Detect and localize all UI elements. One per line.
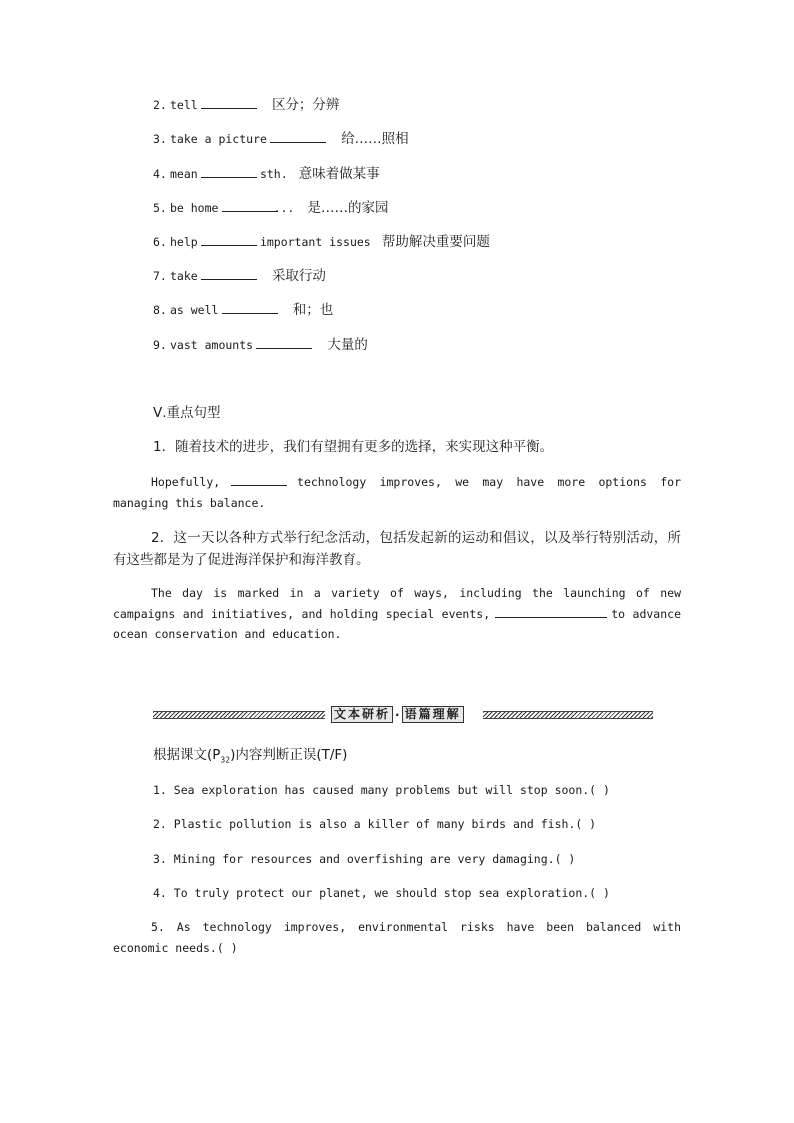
vocab-phrase-tail: ...: [273, 201, 295, 215]
vocab-item-6: [153, 232, 490, 252]
vocab-item-8: [153, 300, 333, 320]
tf-intro: 根据课文$(P_{32})$内容判断正误(T/F): [153, 747, 348, 765]
vocab-meaning: 区分；分辨: [271, 97, 340, 113]
vocab-number: 4.: [153, 167, 167, 181]
answer-blank[interactable]: [201, 268, 257, 280]
vocab-meaning: 大量的: [327, 337, 368, 353]
answer-blank[interactable]: [222, 302, 278, 314]
answer-blank[interactable]: [256, 337, 312, 349]
section-banner: [153, 706, 653, 724]
tf-item-4: 4. To truly protect our planet, we should stop sea exploration.( ): [153, 886, 610, 900]
answer-blank[interactable]: [201, 97, 257, 109]
banner-hatch-right: [483, 711, 653, 719]
vocab-phrase: take a picture: [169, 132, 267, 146]
vocab-phrase: mean: [169, 167, 198, 181]
vocab-number: 6.: [153, 235, 167, 249]
vocab-phrase: help: [169, 235, 198, 249]
banner-dot: ·: [395, 707, 400, 722]
answer-blank[interactable]: [495, 606, 607, 618]
vocab-item-5: [153, 198, 388, 218]
sentence-2-chinese: 2．这一天以各种方式举行纪念活动，包括发起新的运动和倡议，以及举行特别活动，所有这些都是为了促进海洋保护和海洋教育。: [113, 530, 681, 568]
vocab-number: 9.: [153, 338, 167, 352]
answer-blank[interactable]: [270, 131, 326, 143]
vocab-phrase: as well: [169, 303, 219, 317]
vocab-number: 2.: [153, 98, 167, 112]
tf-item-5: 5. As technology improves, environmental risks have been balanced with economic needs.( ): [113, 920, 681, 955]
vocab-number: 7.: [153, 269, 167, 283]
vocab-meaning: 意味着做某事: [298, 166, 380, 182]
sentence-1-chinese: 1．随着技术的进步，我们有望拥有更多的选择，来实现这种平衡。: [153, 439, 554, 455]
vocab-meaning: 和；也: [292, 302, 334, 318]
vocab-number: 5.: [153, 201, 167, 215]
vocab-item-7: [153, 266, 326, 286]
tf-item-2: 2. Plastic pollution is also a killer of many birds and fish.( ): [153, 817, 597, 831]
vocab-meaning: 是……的家园: [307, 200, 389, 216]
answer-blank[interactable]: [201, 234, 257, 246]
vocab-item-4: [153, 164, 380, 184]
tf-item-1: 1. Sea exploration has caused many problems but will stop soon.( ): [153, 783, 610, 797]
vocab-number: 3.: [153, 132, 167, 146]
section-heading: Ⅴ.重点句型: [153, 405, 221, 421]
answer-blank[interactable]: [231, 474, 287, 486]
tf-item-3: 3. Mining for resources and overfishing are very damaging.( ): [153, 852, 576, 866]
vocab-item-3: [153, 129, 409, 149]
vocab-number: 8.: [153, 303, 167, 317]
banner-tags: [331, 706, 464, 723]
sentence-1-english: Hopefully, technology improves, we may have more options for managing this balance.: [113, 475, 681, 510]
vocab-phrase: tell: [169, 98, 198, 112]
answer-blank[interactable]: [222, 200, 278, 212]
vocab-phrase-tail: sth.: [259, 167, 288, 181]
sentence-2-english: The day is marked in a variety of ways, including the launching of new campaigns and initiatives, and holding special events, to advance ocean conservation and education.: [113, 586, 681, 641]
banner-tag-left: 文本研析: [331, 706, 393, 723]
answer-blank[interactable]: [201, 166, 257, 178]
vocab-meaning: 给……照相: [341, 131, 409, 147]
vocab-meaning: 帮助解决重要问题: [381, 234, 490, 250]
vocab-item-2: [153, 95, 339, 115]
vocab-meaning: 采取行动: [271, 268, 326, 284]
vocab-phrase: take: [169, 269, 198, 283]
vocab-item-9: [153, 335, 368, 355]
vocab-phrase: be home: [169, 201, 219, 215]
banner-hatch-left: [153, 711, 325, 719]
vocab-phrase-tail: important issues: [259, 235, 371, 249]
vocab-phrase: vast amounts: [169, 338, 254, 352]
banner-tag-right: 语篇理解: [402, 706, 464, 723]
